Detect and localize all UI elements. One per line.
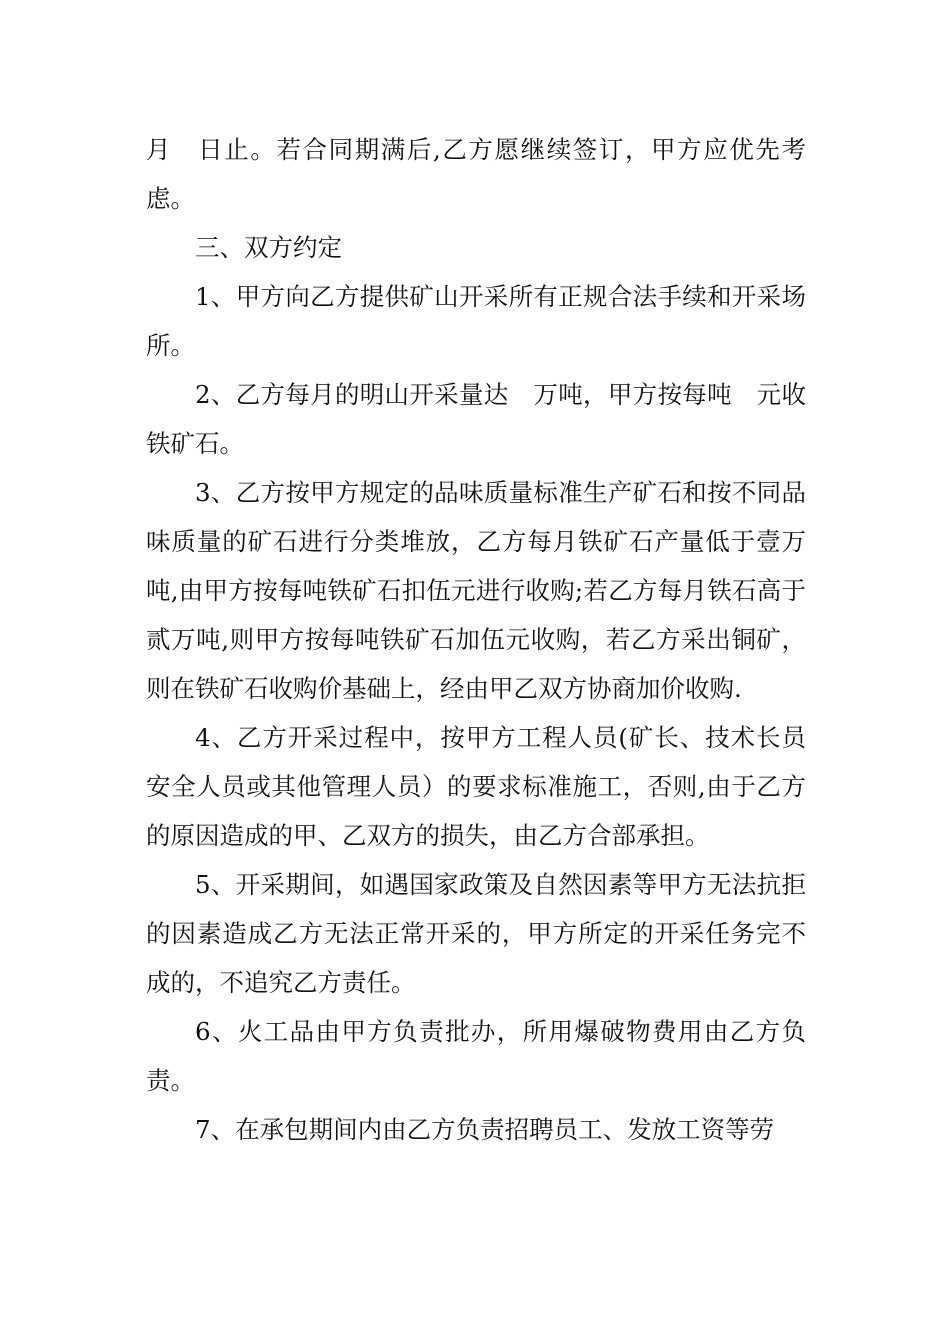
clause-2: 2、乙方每月的明山开采量达 万吨，甲方按每吨 元收铁矿石。 [146, 380, 806, 458]
clause-1: 1、甲方向乙方提供矿山开采所有正规合法手续和开采场所。 [146, 282, 806, 360]
clause-6: 6、火工品由甲方负责批办，所用爆破物费用由乙方负责。 [146, 1017, 806, 1095]
clause-5: 5、开采期间，如遇国家政策及自然因素等甲方无法抗拒的因素造成乙方无法正常开采的，甲方所定的开采任务完不成的，不追究乙方责任。 [146, 870, 806, 997]
clause-4: 4、乙方开采过程中，按甲方工程人员(矿长、技术长员安全人员或其他管理人员）的要求标准施工，否则,由于乙方的原因造成的甲、乙双方的损失，由乙方合部承担。 [146, 723, 806, 850]
document-body [146, 125, 806, 1154]
section-heading-mutual-agreement: 三、双方约定 [195, 233, 342, 262]
clause-3: 3、乙方按甲方规定的品味质量标准生产矿石和按不同品味质量的矿石进行分类堆放，乙方每月铁矿石产量低于壹万吨,由甲方按每吨铁矿石扣伍元进行收购;若乙方每月铁石高于贰万吨,则甲方按每吨铁矿石加伍元收购，若乙方采出铜矿，则在铁矿石收购价基础上，经由甲乙双方协商加价收购. [146, 478, 806, 703]
clause-7: 7、在承包期间内由乙方负责招聘员工、发放工资等劳 [195, 1115, 775, 1144]
paragraph-term-end: 月 日止。若合同期满后,乙方愿继续签订，甲方应优先考虑。 [146, 135, 806, 213]
